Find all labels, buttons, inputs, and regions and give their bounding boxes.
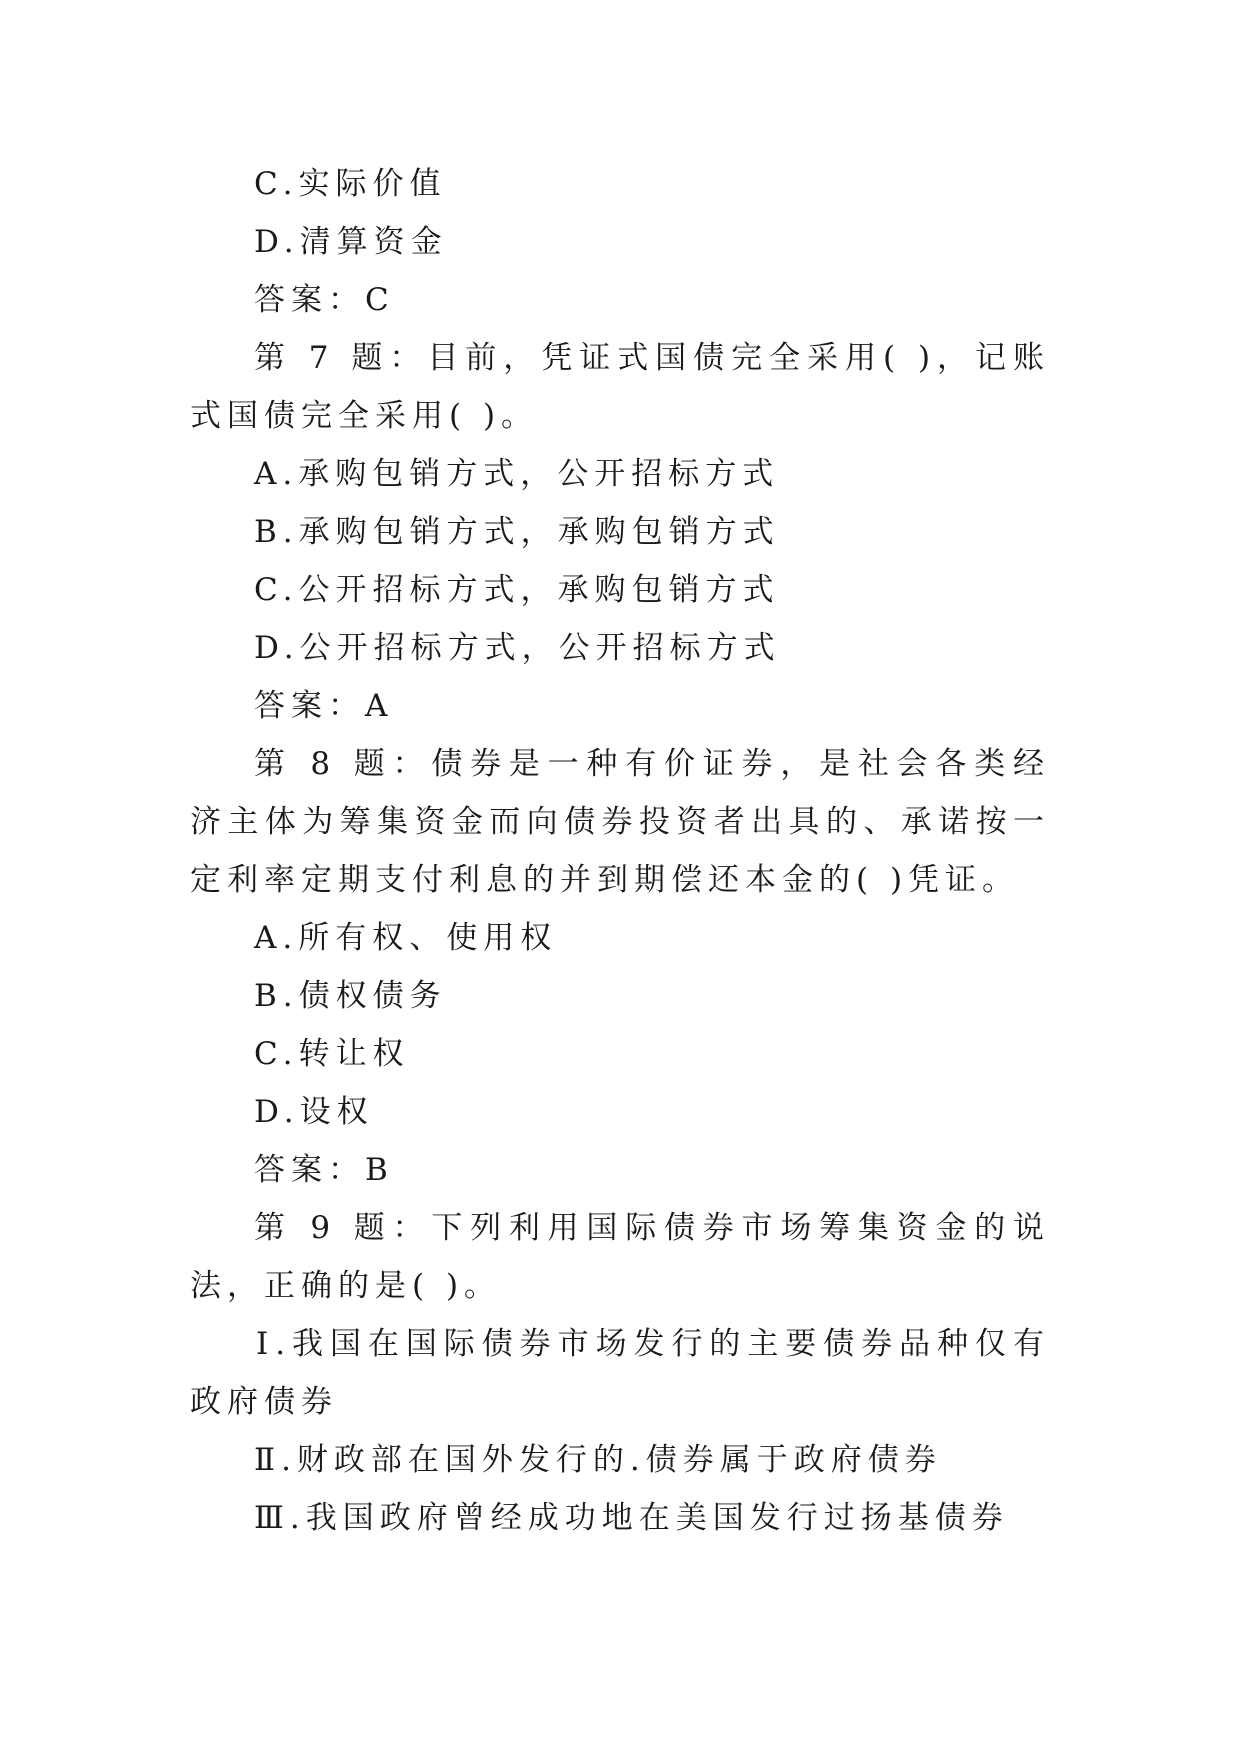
q8-option-a: A.所有权、使用权	[254, 920, 558, 956]
q9-item-3: Ⅲ.我国政府曾经成功地在美国发行过扬基债券	[254, 1500, 1009, 1536]
q7-option-b: B.承购包销方式，承购包销方式	[254, 514, 780, 550]
q8-option-b: B.债权债务	[254, 978, 447, 1014]
q8-stem: 第 8 题：债券是一种有价证券，是社会各类经济主体为筹集资金而向债券投资者出具的、承诺按一定利率定期支付利息的并到期偿还本金的( )凭证。	[190, 746, 1050, 898]
q7-option-a: A.承购包销方式，公开招标方式	[254, 456, 780, 492]
q9-stem: 第 9 题：下列利用国际债券市场筹集资金的说法，正确的是( )。	[190, 1210, 1050, 1304]
q9-item-2: Ⅱ.财政部在国外发行的.债券属于政府债券	[254, 1442, 942, 1478]
q8-option-c: C.转让权	[254, 1036, 410, 1072]
q9-item-1: Ⅰ.我国在国际债券市场发行的主要债券品种仅有政府债券	[190, 1326, 1050, 1420]
document-body	[190, 155, 1050, 1547]
q7-answer: 答案：A	[254, 688, 394, 724]
q7-stem: 第 7 题：目前，凭证式国债完全采用( )，记账式国债完全采用( )。	[190, 340, 1050, 434]
q7-option-d: D.公开招标方式，公开招标方式	[254, 630, 781, 666]
q7-option-c: C.公开招标方式，承购包销方式	[254, 572, 780, 608]
q6-option-c: C.实际价值	[254, 166, 447, 202]
q6-option-d: D.清算资金	[254, 224, 448, 260]
q8-option-d: D.设权	[254, 1094, 374, 1130]
q6-answer: 答案：C	[254, 282, 395, 318]
q8-answer: 答案：B	[254, 1152, 394, 1188]
